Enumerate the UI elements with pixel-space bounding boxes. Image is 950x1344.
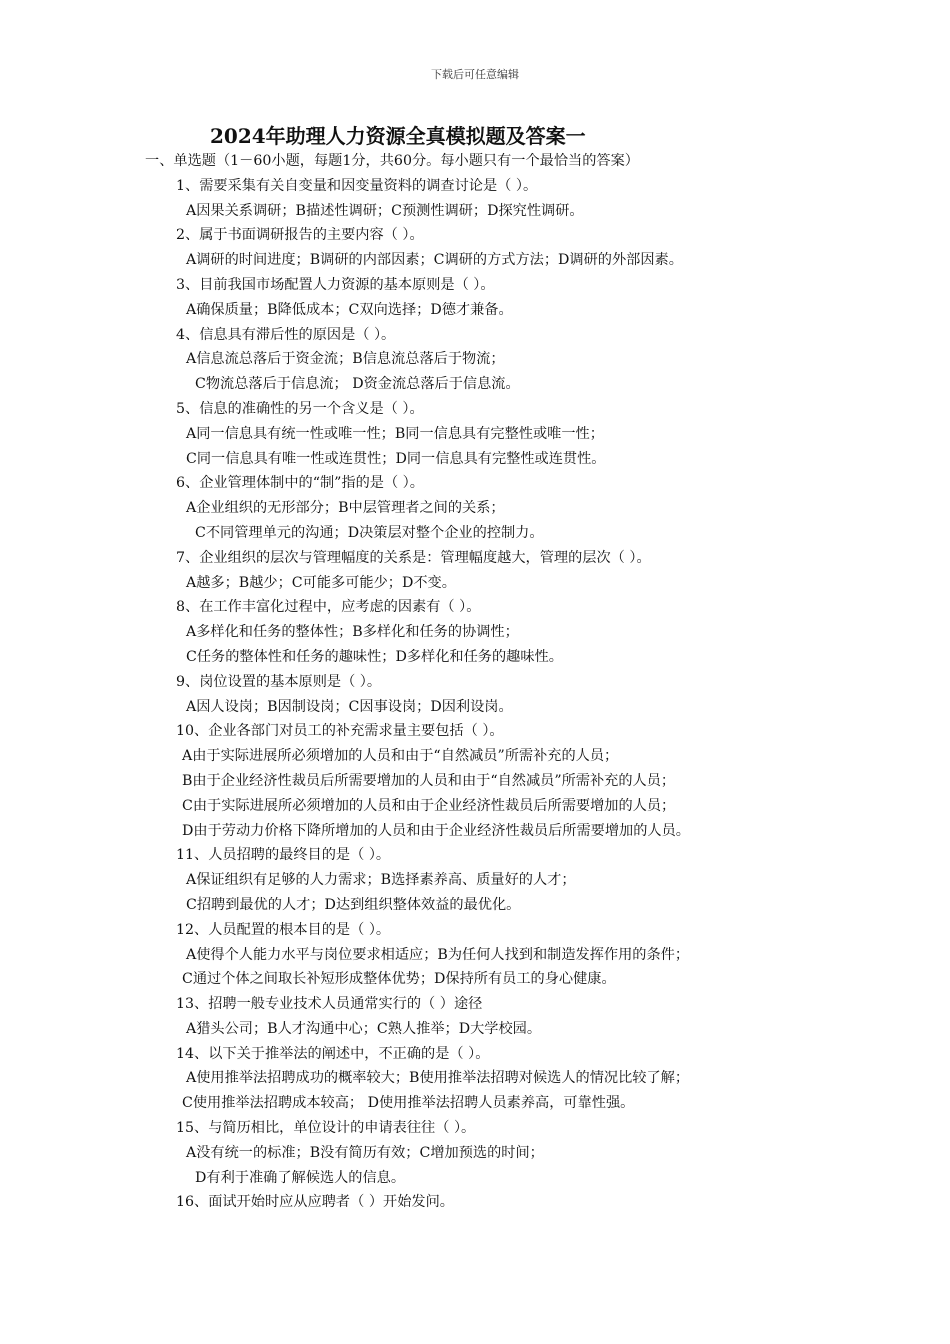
document-title: 2024年助理人力资源全真模拟题及答案一 — [210, 124, 586, 148]
question-12: 12、人员配置的根本目的是（ ）。 — [176, 921, 391, 938]
question-4-options-ab: A信息流总落后于资金流；B信息流总落后于物流； — [186, 351, 505, 368]
question-6-options-cd: C不同管理单元的沟通；D决策层对整个企业的控制力。 — [195, 524, 544, 541]
question-15-options-abc: A没有统一的标准；B没有简历有效；C增加预选的时间； — [186, 1144, 544, 1161]
question-6-options-ab: A企业组织的无形部分；B中层管理者之间的关系； — [186, 500, 505, 517]
question-7-options: A越多；B越少；C可能多可能少；D不变。 — [186, 574, 456, 591]
question-10: 10、企业各部门对员工的补充需求量主要包括（ ）。 — [176, 723, 504, 740]
question-10-option-a: A由于实际进展所必须增加的人员和由于“自然减员”所需补充的人员； — [182, 748, 619, 765]
question-5: 5、信息的准确性的另一个含义是（ ）。 — [176, 400, 424, 417]
question-3: 3、目前我国市场配置人力资源的基本原则是（ ）。 — [176, 276, 495, 293]
question-6: 6、企业管理体制中的“制”指的是（ ）。 — [176, 475, 424, 492]
question-10-option-c: C由于实际进展所必须增加的人员和由于企业经济性裁员后所需要增加的人员； — [182, 797, 676, 814]
question-15: 15、与简历相比，单位设计的申请表往往（ ）。 — [176, 1120, 476, 1137]
question-16: 16、面试开始时应从应聘者（ ）开始发问。 — [176, 1194, 454, 1211]
question-5-options-ab: A同一信息具有统一性或唯一性；B同一信息具有完整性或唯一性； — [186, 425, 604, 442]
question-7: 7、企业组织的层次与管理幅度的关系是：管理幅度越大，管理的层次（ ）。 — [176, 549, 651, 566]
section-heading: 一、单选题（1－60小题，每题1分，共60分。每小题只有一个最恰当的答案） — [145, 153, 639, 169]
question-1: 1、需要采集有关自变量和因变量资料的调查讨论是（ ）。 — [176, 177, 538, 194]
question-9-options: A因人设岗；B因制设岗；C因事设岗；D因利设岗。 — [186, 698, 513, 715]
document-body — [0, 149, 950, 1215]
question-3-options: A确保质量；B降低成本；C双向选择；D德才兼备。 — [186, 301, 513, 318]
question-11: 11、人员招聘的最终目的是（ ）。 — [176, 847, 391, 864]
question-8-options-ab: A多样化和任务的整体性；B多样化和任务的协调性； — [186, 624, 519, 641]
question-13-options: A猎头公司；B人才沟通中心；C熟人推举；D大学校园。 — [186, 1020, 542, 1037]
question-4: 4、信息具有滞后性的原因是（ ）。 — [176, 326, 396, 343]
question-14-options-ab: A使用推举法招聘成功的概率较大；B使用推举法招聘对候选人的情况比较了解； — [186, 1070, 690, 1087]
question-2-options: A调研的时间进度；B调研的内部因素；C调研的方式方法；D调研的外部因素。 — [186, 252, 683, 269]
question-14-options-cd: C使用推举法招聘成本较高； D使用推举法招聘人员素养高，可靠性强。 — [182, 1095, 635, 1112]
question-12-options-ab: A使得个人能力水平与岗位要求相适应；B为任何人找到和制造发挥作用的条件； — [186, 946, 690, 963]
question-10-option-d: D由于劳动力价格下降所增加的人员和由于企业经济性裁员后所需要增加的人员。 — [182, 822, 690, 839]
question-9: 9、岗位设置的基本原则是（ ）。 — [176, 673, 382, 690]
question-12-options-cd: C通过个体之间取长补短形成整体优势；D保持所有员工的身心健康。 — [182, 971, 616, 988]
question-10-option-b: B由于企业经济性裁员后所需要增加的人员和由于“自然减员”所需补充的人员； — [182, 772, 676, 789]
question-8-options-cd: C任务的整体性和任务的趣味性；D多样化和任务的趣味性。 — [186, 648, 563, 665]
question-5-options-cd: C同一信息具有唯一性或连贯性；D同一信息具有完整性或连贯性。 — [186, 450, 606, 467]
question-2: 2、属于书面调研报告的主要内容（ ）。 — [176, 227, 424, 244]
question-11-options-ab: A保证组织有足够的人力需求；B选择素养高、质量好的人才； — [186, 872, 576, 889]
question-1-options: A因果关系调研；B描述性调研；C预测性调研；D探究性调研。 — [186, 202, 584, 219]
question-8: 8、在工作丰富化过程中，应考虑的因素有（ ）。 — [176, 599, 481, 616]
header-note: 下载后可任意编辑 — [431, 68, 519, 81]
question-15-option-d: D有利于准确了解候选人的信息。 — [195, 1169, 406, 1186]
question-14: 14、以下关于推举法的阐述中，不正确的是（ ）。 — [176, 1045, 490, 1062]
question-13: 13、招聘一般专业技术人员通常实行的（ ）途径 — [176, 996, 483, 1013]
question-11-options-cd: C招聘到最优的人才；D达到组织整体效益的最优化。 — [186, 896, 521, 913]
question-4-options-cd: C物流总落后于信息流； D资金流总落后于信息流。 — [195, 376, 520, 393]
